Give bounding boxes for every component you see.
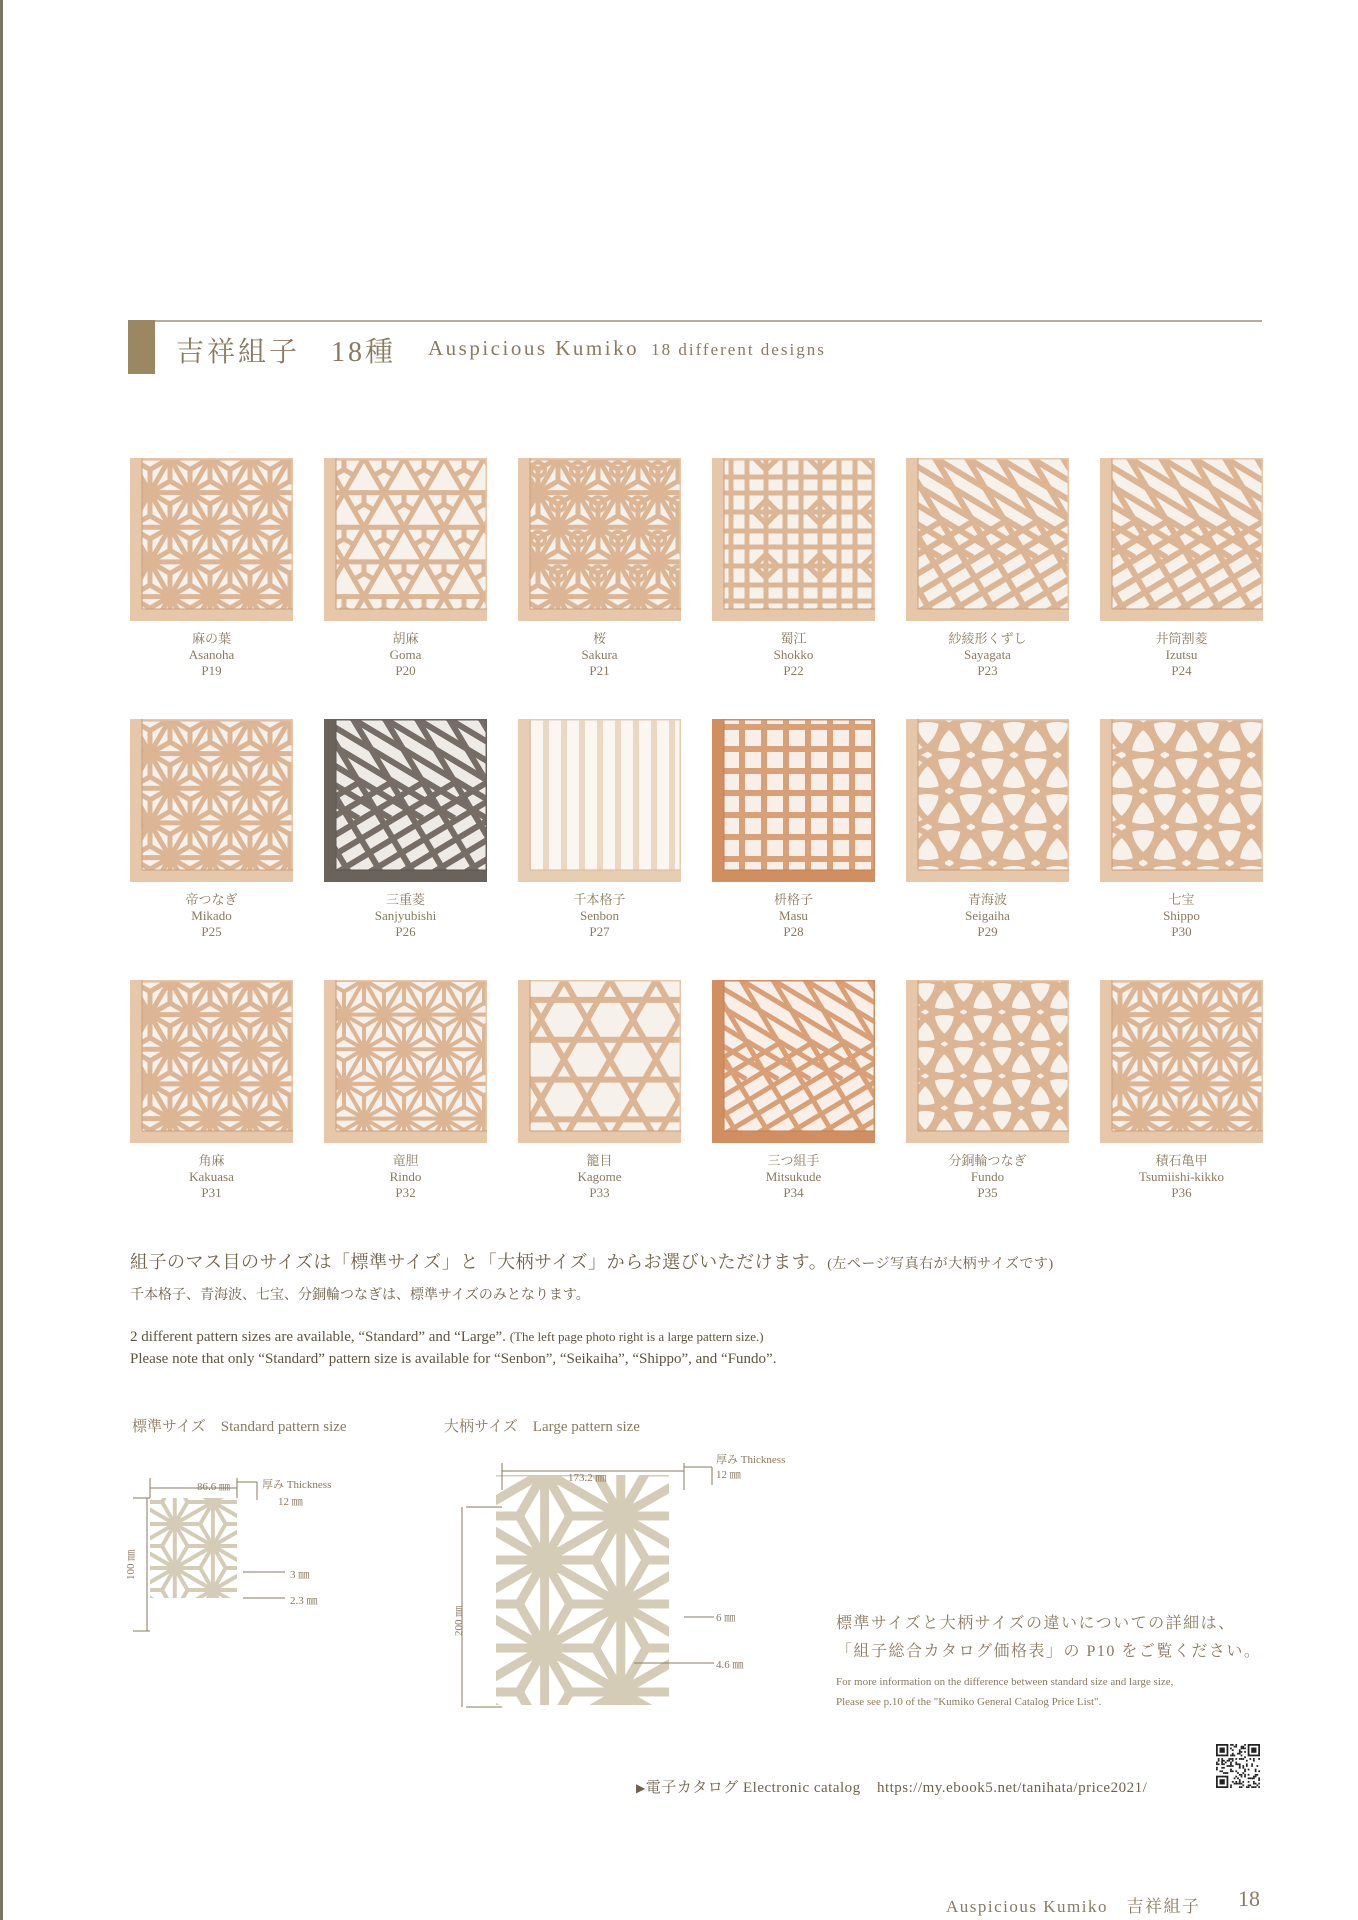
kumiko-pattern-diagonal (324, 719, 487, 882)
info-jp-line2: 「組子総合カタログ価格表」の P10 をご覧ください。 (836, 1643, 1262, 1660)
panel-name-en: Shippo (1163, 908, 1200, 923)
large-thickness-en: Thickness (740, 1454, 786, 1466)
panel-name-jp: 井筒割菱 (1155, 631, 1208, 646)
panel-name-en: Rindo (389, 1169, 422, 1184)
kumiko-panel-masu (712, 719, 875, 940)
kumiko-pattern-shippo (1100, 719, 1263, 882)
kumiko-panel-goma (324, 458, 487, 679)
panel-name-jp: 角麻 (198, 1153, 225, 1168)
kumiko-panel-image (130, 719, 293, 882)
panel-name-jp: 青海波 (967, 892, 1007, 907)
panel-page-ref: P30 (1171, 924, 1192, 939)
standard-bar-a-label: 3 ㎜ (290, 1569, 310, 1581)
panel-name-en: Mitsukude (765, 1169, 822, 1184)
panel-name-en: Sakura (581, 647, 618, 662)
info-jp-line1: 標準サイズと大柄サイズの違いについての詳細は、 (836, 1615, 1236, 1632)
panel-name-en: Tsumiishi-kikko (1138, 1169, 1225, 1184)
kumiko-panel-caption (324, 1153, 487, 1201)
panel-page-ref: P31 (201, 1185, 222, 1200)
section-title-en (428, 336, 826, 361)
kumiko-panel-image (324, 458, 487, 621)
kumiko-pattern-asanoha (130, 719, 293, 882)
kumiko-panel-caption (518, 1153, 681, 1201)
panel-name-en: Shokko (773, 647, 814, 662)
kumiko-panel-image (1100, 458, 1263, 621)
kumiko-pattern-shokko (712, 458, 875, 621)
panel-name-jp: 紗綾形くずし (948, 631, 1027, 646)
panel-page-ref: P22 (783, 663, 804, 678)
panel-name-jp: 籠目 (586, 1153, 613, 1168)
size-note-en-line2: Please note that only “Standard” pattern size is available for “Senbon”, “Seikaiha”, “Shippo”, and “Fundo”. (130, 1351, 777, 1367)
panel-name-en: Izutsu (1165, 647, 1198, 662)
kumiko-panel-caption (1100, 892, 1263, 940)
large-asanoha-pattern (444, 1445, 773, 1745)
size-note-en-line1 (130, 1326, 776, 1348)
panel-page-ref: P19 (201, 663, 222, 678)
panel-name-jp: 分銅輪つなぎ (948, 1153, 1027, 1168)
play-arrow-icon: ▶ (636, 1781, 646, 1795)
kumiko-pattern-masu (712, 719, 875, 882)
panel-page-ref: P32 (395, 1185, 416, 1200)
standard-thickness-value: 12 ㎜ (278, 1496, 303, 1508)
large-thickness-jp: 厚み (716, 1454, 738, 1466)
kumiko-panel-image (712, 719, 875, 882)
large-size-label: 大柄サイズ Large pattern size (444, 1419, 640, 1435)
kumiko-panel-kakuasa (130, 980, 293, 1201)
catalog-url[interactable]: https://my.ebook5.net/tanihata/price2021/ (876, 1780, 1148, 1796)
kumiko-panel-sayagata (906, 458, 1069, 679)
kumiko-panel-senbon (518, 719, 681, 940)
kumiko-panel-caption (712, 1153, 875, 1201)
panel-name-en: Masu (779, 908, 808, 923)
kumiko-panel-shippo (1100, 719, 1263, 940)
panel-name-jp: 枡格子 (773, 892, 813, 907)
kumiko-panel-caption (324, 892, 487, 940)
kumiko-panel-rindo (324, 980, 487, 1201)
kumiko-panel-caption (906, 1153, 1069, 1201)
standard-thickness-en: Thickness (286, 1479, 332, 1491)
panel-page-ref: P29 (977, 924, 998, 939)
panel-page-ref: P23 (977, 663, 998, 678)
kumiko-pattern-asanoha (130, 980, 293, 1143)
panel-name-jp: 千本格子 (573, 892, 626, 907)
panel-name-jp: 帝つなぎ (185, 892, 238, 907)
kumiko-panel-caption (130, 1153, 293, 1201)
panel-name-jp: 竜胆 (392, 1153, 419, 1168)
kumiko-pattern-asanoha (130, 458, 293, 621)
kumiko-panel-image (518, 458, 681, 621)
info-en-line2: Please see p.10 of the "Kumiko General Catalog Price List". (836, 1696, 1102, 1708)
standard-height-label: 100 ㎜ (125, 1549, 137, 1580)
panel-name-jp: 三重菱 (385, 892, 425, 907)
panel-page-ref: P24 (1171, 663, 1192, 678)
size-note-en-line1-main: 2 different pattern sizes are available, “Standard” and “Large”. (130, 1329, 506, 1345)
info-en-line1: For more information on the difference between standard size and large size, (836, 1676, 1174, 1688)
section-header (128, 320, 1262, 374)
standard-thickness-jp: 厚み (262, 1479, 284, 1491)
panel-name-en: Sanjyubishi (374, 908, 437, 923)
kumiko-panel-caption (518, 892, 681, 940)
panel-name-jp: 麻の葉 (191, 631, 231, 646)
size-note-jp-main: 組子のマス目のサイズは「標準サイズ」と「大柄サイズ」からお選びいただけます。 (130, 1252, 828, 1272)
page-edge (0, 0, 3, 1920)
panel-name-en: Kakuasa (189, 1169, 234, 1184)
kumiko-panel-image (518, 719, 681, 882)
large-width-label: 173.2 ㎜ (568, 1472, 607, 1484)
panel-page-ref: P28 (783, 924, 804, 939)
kumiko-panel-tsumiishi-kikko (1100, 980, 1263, 1201)
standard-width-label: 86.6 ㎜ (197, 1481, 230, 1493)
panel-name-jp: 三つ組手 (767, 1153, 820, 1168)
large-height-label: 200 ㎜ (453, 1605, 465, 1636)
kumiko-panel-shokko (712, 458, 875, 679)
panel-name-en: Asanoha (188, 647, 235, 662)
large-thickness-label (716, 1451, 785, 1467)
size-note-en (130, 1326, 776, 1370)
size-difference-info-jp (836, 1610, 1261, 1666)
qr-code-icon[interactable] (1216, 1744, 1260, 1788)
panel-page-ref: P27 (589, 924, 610, 939)
kumiko-panel-caption (1100, 631, 1263, 679)
kumiko-panel-image (906, 980, 1069, 1143)
size-difference-info-en (836, 1672, 1173, 1712)
size-note-jp-small: (左ページ写真右が大柄サイズです) (827, 1257, 1054, 1272)
kumiko-panel-image (712, 458, 875, 621)
panel-name-en: Fundo (970, 1169, 1005, 1184)
kumiko-panel-image (518, 980, 681, 1143)
panel-page-ref: P26 (395, 924, 416, 939)
large-size-diagram (444, 1445, 824, 1745)
kumiko-pattern-diagonal (906, 458, 1069, 621)
panel-page-ref: P20 (395, 663, 416, 678)
panel-name-jp: 胡麻 (392, 631, 419, 646)
kumiko-panel-image (130, 980, 293, 1143)
kumiko-panel-image (324, 719, 487, 882)
size-note-jp (130, 1248, 1054, 1274)
panel-name-en: Mikado (191, 908, 232, 923)
catalog-label: 電子カタログ Electronic catalog (645, 1780, 861, 1796)
kumiko-pattern-mitsukude (712, 980, 875, 1143)
kumiko-panel-caption (324, 631, 487, 679)
standard-size-diagram (125, 1470, 375, 1640)
kumiko-panel-mikado (130, 719, 293, 940)
kumiko-panel-seigaiha (906, 719, 1069, 940)
panel-page-ref: P34 (783, 1185, 804, 1200)
kumiko-pattern-fundo (906, 980, 1069, 1143)
kumiko-panel-sakura (518, 458, 681, 679)
header-rule (128, 320, 1262, 322)
kumiko-panel-caption (130, 631, 293, 679)
kumiko-panel-image (906, 719, 1069, 882)
kumiko-panel-image (712, 980, 875, 1143)
kumiko-panel-sanjyubishi (324, 719, 487, 940)
kumiko-panel-izutsu (1100, 458, 1263, 679)
kumiko-pattern-rindo (324, 980, 487, 1143)
section-title-jp: 吉祥組子 18種 (176, 337, 397, 368)
panel-page-ref: P25 (201, 924, 222, 939)
large-bar-b-label: 4.6 ㎜ (716, 1659, 744, 1671)
page-number: 18 (1238, 1886, 1260, 1911)
section-subtitle-en: 18 different designs (651, 340, 826, 359)
panel-page-ref: P21 (589, 663, 610, 678)
panel-name-en: Kagome (577, 1169, 622, 1184)
panel-name-en: Senbon (580, 908, 619, 923)
standard-bar-b-label: 2.3 ㎜ (290, 1595, 318, 1607)
standard-thickness-label (262, 1476, 331, 1492)
kumiko-panel-caption (1100, 1153, 1263, 1201)
panel-name-en: Seigaiha (965, 908, 1010, 923)
size-note-en-line1-small: (The left page photo right is a large pattern size.) (509, 1329, 764, 1344)
kumiko-panel-image (324, 980, 487, 1143)
kumiko-panel-image (1100, 980, 1263, 1143)
kumiko-pattern-seigaiha (906, 719, 1069, 882)
section-title-en-main: Auspicious Kumiko (428, 336, 640, 360)
panel-name-jp: 積石亀甲 (1155, 1153, 1208, 1168)
kumiko-panel-image (906, 458, 1069, 621)
electronic-catalog-link[interactable] (636, 1776, 1147, 1797)
kumiko-panel-caption (712, 892, 875, 940)
kumiko-pattern-asanoha (1100, 980, 1263, 1143)
kumiko-panel-caption (906, 892, 1069, 940)
standard-only-note-jp: 千本格子、青海波、七宝、分銅輪つなぎは、標準サイズのみとなります。 (130, 1288, 590, 1303)
panel-name-en: Goma (389, 647, 422, 662)
standard-size-label: 標準サイズ Standard pattern size (132, 1419, 347, 1435)
kumiko-panel-caption (518, 631, 681, 679)
panel-name-en: Sayagata (964, 647, 1011, 662)
panel-name-jp: 桜 (592, 631, 606, 646)
kumiko-panel-asanoha (130, 458, 293, 679)
kumiko-panel-image (130, 458, 293, 621)
kumiko-pattern-sakura (518, 458, 681, 621)
panel-name-jp: 蜀江 (780, 631, 807, 646)
kumiko-panel-image (1100, 719, 1263, 882)
panel-page-ref: P36 (1171, 1185, 1192, 1200)
kumiko-pattern-goma (324, 458, 487, 621)
panel-page-ref: P33 (589, 1185, 610, 1200)
kumiko-panel-kagome (518, 980, 681, 1201)
panel-name-jp: 七宝 (1168, 892, 1195, 907)
kumiko-panel-caption (130, 892, 293, 940)
kumiko-panel-mitsukude (712, 980, 875, 1201)
large-thickness-value: 12 ㎜ (716, 1469, 741, 1481)
kumiko-panel-caption (712, 631, 875, 679)
panel-page-ref: P35 (977, 1185, 998, 1200)
header-accent-bar (128, 320, 155, 374)
kumiko-pattern-kagome (518, 980, 681, 1143)
footer-section-title: Auspicious Kumiko 吉祥組子 (946, 1897, 1201, 1916)
kumiko-panel-caption (906, 631, 1069, 679)
large-bar-a-label: 6 ㎜ (716, 1612, 736, 1624)
kumiko-pattern-senbon (518, 719, 681, 882)
kumiko-panel-fundo (906, 980, 1069, 1201)
kumiko-pattern-diagonal (1100, 458, 1263, 621)
